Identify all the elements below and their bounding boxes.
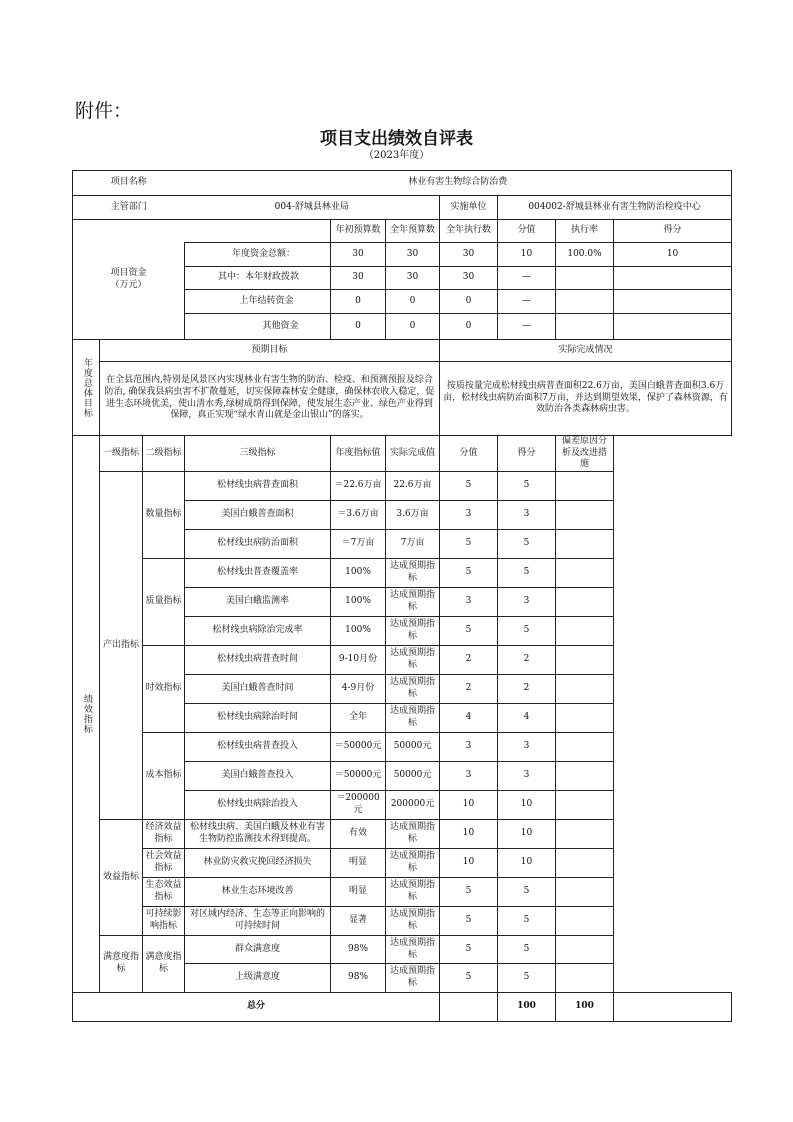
perf-note <box>556 530 614 559</box>
perf-row <box>73 472 732 501</box>
perf-weight: 3 <box>440 733 498 762</box>
funds-row-cell <box>556 290 614 314</box>
perf-weight: 3 <box>440 762 498 791</box>
funds-row-cell: 30 <box>386 243 440 267</box>
perf-target: 9-10月份 <box>331 646 386 675</box>
level2-quantity: 数量指标 <box>143 472 185 559</box>
perf-score: 5 <box>498 617 556 646</box>
funds-header-blank <box>185 220 331 243</box>
perf-actual: 3.6万亩 <box>386 501 440 530</box>
implementing-unit-label: 实施单位 <box>440 196 498 220</box>
perf-weight: 10 <box>440 791 498 820</box>
perf-score: 2 <box>498 675 556 704</box>
perf-weight: 5 <box>440 617 498 646</box>
perf-actual: 22.6万亩 <box>386 472 440 501</box>
perf-indicator: 林业生态环境改善 <box>185 878 331 907</box>
perf-target: 100% <box>331 588 386 617</box>
perf-score: 3 <box>498 762 556 791</box>
funds-header-executed: 全年执行数 <box>440 220 498 243</box>
perf-header-level1: 一级指标 <box>100 436 143 472</box>
perf-weight: 5 <box>440 472 498 501</box>
perf-actual: 达成预期指标 <box>386 675 440 704</box>
perf-score: 5 <box>498 964 556 993</box>
funds-row-cell <box>614 290 732 314</box>
total-blank <box>440 993 498 1022</box>
perf-actual: 达成预期指标 <box>386 964 440 993</box>
perf-target: ＝200000元 <box>331 791 386 820</box>
funds-row-cell: 0 <box>440 290 498 314</box>
perf-actual: 200000元 <box>386 791 440 820</box>
total-weight: 100 <box>498 993 556 1022</box>
perf-note <box>556 704 614 733</box>
funds-row-cell: 10 <box>498 243 556 267</box>
perf-indicator: 美国白蛾监测率 <box>185 588 331 617</box>
perf-row <box>73 907 732 936</box>
perf-note <box>556 501 614 530</box>
perf-weight: 2 <box>440 675 498 704</box>
perf-note <box>556 472 614 501</box>
level2-sustainable: 可持续影响指标 <box>143 907 185 936</box>
perf-note <box>556 646 614 675</box>
perf-header-row <box>73 436 732 472</box>
level1-satisfaction: 满意度指标 <box>100 936 143 993</box>
page-subtitle-year: （2023年度） <box>363 150 430 161</box>
funds-row-cell: — <box>498 267 556 290</box>
perf-target: 98% <box>331 964 386 993</box>
funds-label-line1: 项目资金 <box>110 267 147 278</box>
perf-target: ＝22.6万亩 <box>331 472 386 501</box>
perf-note <box>556 588 614 617</box>
perf-weight: 3 <box>440 501 498 530</box>
perf-indicator: 美国白蛾普查面积 <box>185 501 331 530</box>
perf-score: 5 <box>498 559 556 588</box>
funds-row-label: 上年结转资金 <box>185 290 331 314</box>
perf-target: 明显 <box>331 878 386 907</box>
total-score: 100 <box>556 993 614 1022</box>
level1-output: 产出指标 <box>100 472 143 820</box>
project-name-value: 林业有害生物综合防治费 <box>185 171 732 196</box>
perf-note <box>556 559 614 588</box>
perf-row <box>73 820 732 849</box>
perf-target: 全年 <box>331 704 386 733</box>
perf-weight: 3 <box>440 588 498 617</box>
perf-indicator: 美国白蛾普查投入 <box>185 762 331 791</box>
perf-actual: 达成预期指标 <box>386 617 440 646</box>
perf-header-level3: 三级指标 <box>185 436 331 472</box>
perf-row <box>73 646 732 675</box>
funds-row-cell: 30 <box>440 267 498 290</box>
perf-row <box>73 878 732 907</box>
perf-indicator: 群众满意度 <box>185 936 331 964</box>
funds-row-cell: 0 <box>331 290 386 314</box>
perf-actual: 50000元 <box>386 762 440 791</box>
total-note <box>614 993 732 1022</box>
perf-note <box>556 733 614 762</box>
funds-label-line2: （万元） <box>110 279 147 290</box>
funds-row-cell: 30 <box>386 267 440 290</box>
perf-actual: 达成预期指标 <box>386 704 440 733</box>
perf-indicator: 松材线虫病、美国白蛾及林业有害生物防控监测技术得到提高。 <box>185 820 331 849</box>
perf-target: 有效 <box>331 820 386 849</box>
actual-completion-text: 按质按量完成松材线虫病普查面积22.6万亩，美国白蛾普查面积3.6万亩，松材线虫病防治面积7万亩，并达到期望效果，保护了森林资源，有效防治各类森林病虫害。 <box>440 362 732 436</box>
perf-note <box>556 675 614 704</box>
perf-score: 4 <box>498 704 556 733</box>
perf-note <box>556 878 614 907</box>
total-label: 总分 <box>73 993 440 1022</box>
perf-note <box>556 907 614 936</box>
perf-header-target: 年度指标值 <box>331 436 386 472</box>
perf-indicator: 松材线虫病普查投入 <box>185 733 331 762</box>
perf-score: 5 <box>498 472 556 501</box>
perf-actual: 达成预期指标 <box>386 878 440 907</box>
funds-header-initial: 年初预算数 <box>331 220 386 243</box>
level1-benefit: 效益指标 <box>100 820 143 936</box>
expected-goal-header: 预期目标 <box>100 340 440 362</box>
perf-target: ＝7万亩 <box>331 530 386 559</box>
perf-indicator: 松材线虫病防治面积 <box>185 530 331 559</box>
level2-cost: 成本指标 <box>143 733 185 820</box>
funds-header-row <box>73 220 732 243</box>
funds-row-cell: 30 <box>440 243 498 267</box>
perf-score: 10 <box>498 820 556 849</box>
goals-content-row <box>73 362 732 436</box>
perf-header-actual: 实际完成值 <box>386 436 440 472</box>
perf-score: 5 <box>498 907 556 936</box>
funds-label <box>73 220 185 340</box>
self-evaluation-table <box>72 170 732 1022</box>
perf-indicator: 松材线虫普查覆盖率 <box>185 559 331 588</box>
perf-actual: 达成预期指标 <box>386 907 440 936</box>
perf-actual: 达成预期指标 <box>386 559 440 588</box>
perf-target: 98% <box>331 936 386 964</box>
perf-indicator: 松材线虫病除治完成率 <box>185 617 331 646</box>
perf-weight: 5 <box>440 907 498 936</box>
perf-indicator: 松材线虫病普查面积 <box>185 472 331 501</box>
perf-target: 显著 <box>331 907 386 936</box>
funds-row-label: 其中：本年财政拨款 <box>185 267 331 290</box>
funds-header-weight: 分值 <box>498 220 556 243</box>
perf-score: 5 <box>498 530 556 559</box>
perf-row <box>73 936 732 964</box>
funds-row-label: 其他资金 <box>185 314 331 340</box>
perf-weight: 5 <box>440 530 498 559</box>
funds-row-cell: 100.0% <box>556 243 614 267</box>
department-value: 004-舒城县林业局 <box>185 196 440 220</box>
perf-weight: 5 <box>440 936 498 964</box>
perf-weight: 10 <box>440 849 498 878</box>
perf-actual: 达成预期指标 <box>386 820 440 849</box>
perf-weight: 4 <box>440 704 498 733</box>
attachment-label: 附件： <box>75 100 133 122</box>
perf-header-level2: 二级指标 <box>143 436 185 472</box>
perf-actual: 达成预期指标 <box>386 849 440 878</box>
performance-side-label: 绩效指标 <box>73 436 100 993</box>
perf-weight: 5 <box>440 559 498 588</box>
perf-score: 5 <box>498 878 556 907</box>
perf-target: 明显 <box>331 849 386 878</box>
perf-header-weight: 分值 <box>440 436 498 472</box>
perf-note <box>556 849 614 878</box>
funds-row-cell <box>614 314 732 340</box>
implementing-unit-value: 004002-舒城县林业有害生物防治检疫中心 <box>498 196 732 220</box>
funds-row-cell: 30 <box>331 243 386 267</box>
perf-weight: 2 <box>440 646 498 675</box>
perf-indicator: 美国白蛾普查时间 <box>185 675 331 704</box>
funds-row-cell <box>614 267 732 290</box>
perf-row <box>73 849 732 878</box>
department-row <box>73 196 732 220</box>
goals-header-row <box>73 340 732 362</box>
perf-note <box>556 791 614 820</box>
perf-score: 5 <box>498 936 556 964</box>
funds-row-cell: 0 <box>386 290 440 314</box>
perf-score: 3 <box>498 588 556 617</box>
department-label: 主管部门 <box>73 196 185 220</box>
perf-target: ＝50000元 <box>331 762 386 791</box>
perf-score: 10 <box>498 849 556 878</box>
actual-completion-header: 实际完成情况 <box>440 340 732 362</box>
level2-satisfaction: 满意度指标 <box>143 936 185 993</box>
page-title: 项目支出绩效自评表 <box>320 129 473 149</box>
perf-row <box>73 559 732 588</box>
perf-target: 100% <box>331 617 386 646</box>
perf-indicator: 松材线虫病普查时间 <box>185 646 331 675</box>
perf-target: 100% <box>331 559 386 588</box>
perf-note <box>556 617 614 646</box>
perf-row <box>73 733 732 762</box>
funds-row-label: 年度资金总额： <box>185 243 331 267</box>
total-row <box>73 993 732 1022</box>
funds-row-cell: — <box>498 290 556 314</box>
level2-quality: 质量指标 <box>143 559 185 646</box>
funds-row-cell: 30 <box>331 267 386 290</box>
perf-weight: 5 <box>440 964 498 993</box>
perf-indicator: 对区域内经济、生态等正向影响的可持续时间 <box>185 907 331 936</box>
perf-target: ＝50000元 <box>331 733 386 762</box>
perf-actual: 50000元 <box>386 733 440 762</box>
perf-target: 4-9月份 <box>331 675 386 704</box>
funds-header-annual: 全年预算数 <box>386 220 440 243</box>
annual-goal-side-label: 年度总体目标 <box>73 340 100 436</box>
perf-actual: 达成预期指标 <box>386 646 440 675</box>
funds-header-rate: 执行率 <box>556 220 614 243</box>
perf-indicator: 上级满意度 <box>185 964 331 993</box>
perf-actual: 达成预期指标 <box>386 588 440 617</box>
perf-score: 3 <box>498 501 556 530</box>
perf-weight: 10 <box>440 820 498 849</box>
level2-ecological: 生态效益指标 <box>143 878 185 907</box>
funds-row-cell: 0 <box>440 314 498 340</box>
funds-header-score: 得分 <box>614 220 732 243</box>
perf-indicator: 松材线虫病除治时间 <box>185 704 331 733</box>
funds-row-cell: 0 <box>331 314 386 340</box>
project-name-row <box>73 171 732 196</box>
perf-header-score: 得分 <box>498 436 556 472</box>
expected-goal-text: 在全县范围内,特别是风景区内实现林业有害生物的防治、检疫、和预测预报及综合防治, 确保我县病虫害不扩散蔓延，切实保障森林安全健康，确保林农收入稳定，促进生态环境优美，使山清水秀,绿树成荫得到保障，使发展生态产业、绿色产业得到保障，真正实现“绿水青山就是金山银山”的落实。 <box>100 362 440 436</box>
funds-row-cell: 10 <box>614 243 732 267</box>
perf-note <box>556 936 614 964</box>
level2-timeliness: 时效指标 <box>143 646 185 733</box>
funds-row-cell <box>556 314 614 340</box>
level2-social: 社会效益指标 <box>143 849 185 878</box>
perf-indicator: 松材线虫病除治投入 <box>185 791 331 820</box>
project-name-label: 项目名称 <box>73 171 185 196</box>
perf-actual: 达成预期指标 <box>386 936 440 964</box>
perf-weight: 5 <box>440 878 498 907</box>
level2-economic: 经济效益指标 <box>143 820 185 849</box>
funds-row-cell: 0 <box>386 314 440 340</box>
funds-row-cell <box>556 267 614 290</box>
perf-score: 10 <box>498 791 556 820</box>
perf-score: 3 <box>498 733 556 762</box>
perf-indicator: 林业防灾救灾挽回经济损失 <box>185 849 331 878</box>
perf-note <box>556 762 614 791</box>
perf-score: 2 <box>498 646 556 675</box>
funds-row-cell: — <box>498 314 556 340</box>
perf-note <box>556 964 614 993</box>
perf-actual: 7万亩 <box>386 530 440 559</box>
perf-header-deviation: 偏差原因分析及改进措施 <box>556 436 614 472</box>
perf-target: ＝3.6万亩 <box>331 501 386 530</box>
perf-note <box>556 820 614 849</box>
